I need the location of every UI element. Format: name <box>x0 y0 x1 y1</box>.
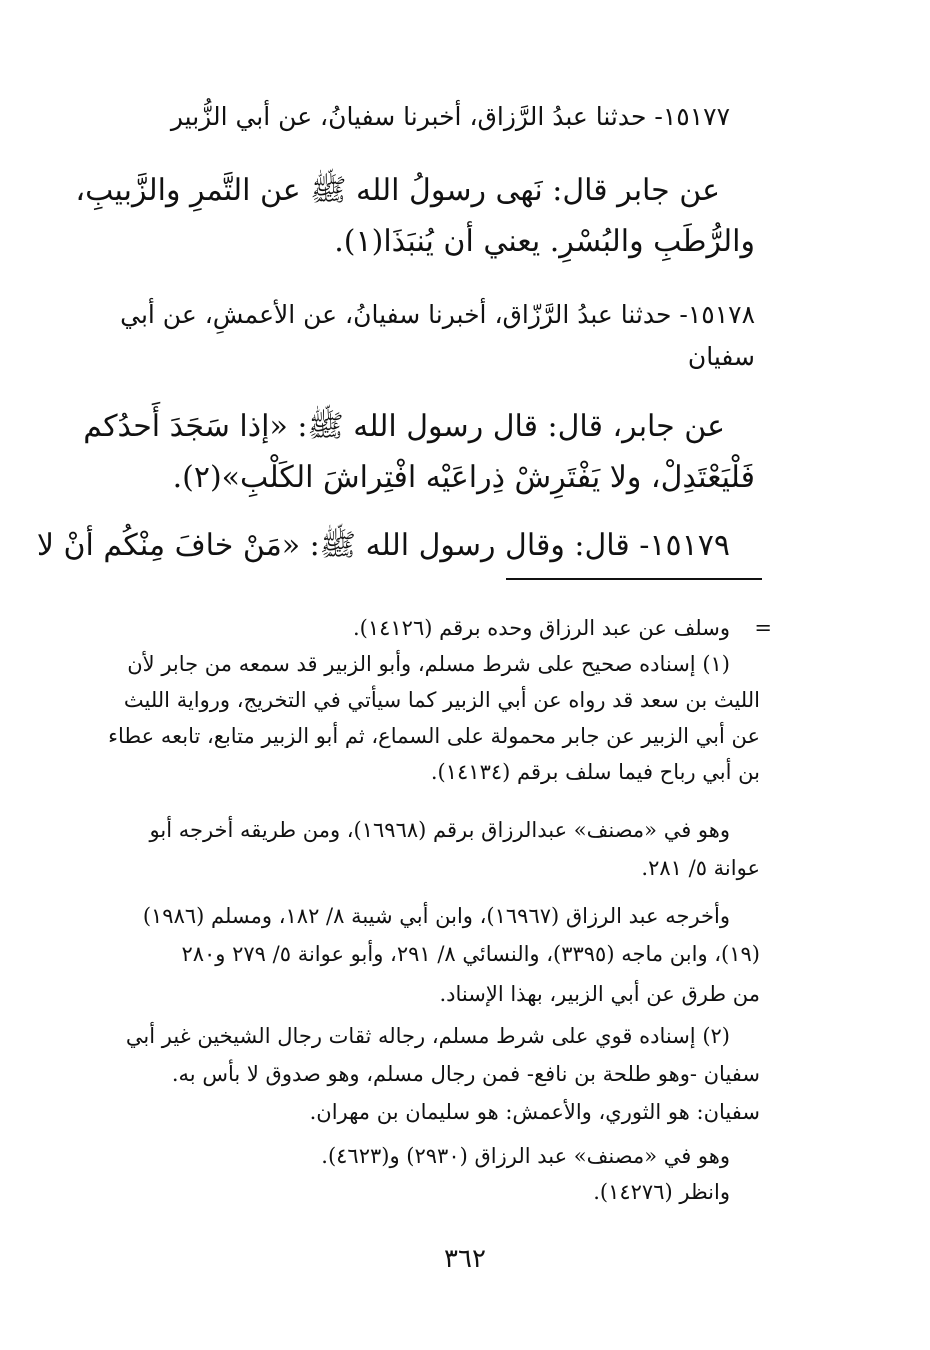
hadith-15177-matn-line-2: والرُّطَبِ والبُسْرِ. يعني أن يُنبَذَا(١). <box>334 224 755 259</box>
hadith-15177-isnad: ١٥١٧٧- حدثنا عبدُ الرَّزاق، أخبرنا سفيانُ، عن أبي الزُّبير <box>170 102 730 131</box>
footnote-1-line-4: بن أبي رباح فيما سلف برقم (١٤١٣٤). <box>430 760 760 784</box>
hadith-15178-isnad-line-2: سفيان <box>687 342 755 371</box>
footnote-1-line-3: عن أبي الزبير عن جابر محمولة على السماع، ثم أبو الزبير متابع، تابعه عطاء <box>108 724 760 748</box>
footnote-1-line-1: (١) إسناده صحيح على شرط مسلم، وأبو الزبير قد سمعه من جابر لأن <box>127 652 730 676</box>
hadith-15178-isnad-line-1: ١٥١٧٨- حدثنا عبدُ الرَّزّاق، أخبرنا سفيانُ، عن الأعمشِ، عن أبي <box>120 300 755 329</box>
footnote-1-line-8: (١٩)، وابن ماجه (٣٣٩٥)، والنسائي ٨/ ٢٩١، وأبو عوانة ٥/ ٢٧٩ و٢٨٠ <box>181 942 760 966</box>
footnote-1-line-5: وهو في «مصنف» عبدالرزاق برقم (١٦٩٦٨)، ومن طريقه أخرجه أبو <box>149 818 730 842</box>
hadith-15178-matn-line-2: فَلْيَعْتَدِلْ، ولا يَفْتَرِشْ ذِراعَيْه افْتِراشَ الكَلْبِ»(٢). <box>172 460 755 495</box>
hadith-15178-matn-line-1: عن جابر، قال: قال رسول الله ﷺ: «إذا سَجَدَ أَحدُكم <box>83 409 725 444</box>
footnote-2-line-3: سفيان: هو الثوري، والأعمش: هو سليمان بن مهران. <box>309 1100 760 1124</box>
continuation-mark: = <box>754 616 772 640</box>
footnote-1-line-6: عوانة ٥/ ٢٨١. <box>641 856 760 880</box>
page-number: ٣٦٢ <box>444 1244 486 1274</box>
footnote-1-line-2: الليث بن سعد قد رواه عن أبي الزبير كما سيأتي في التخريج، ورواية الليث <box>123 688 760 712</box>
footnote-continuation: وسلف عن عبد الرزاق وحده برقم (١٤١٢٦). <box>352 616 730 640</box>
footnote-2-line-2: سفيان -وهو طلحة بن نافع- فمن رجال مسلم، وهو صدوق لا بأس به. <box>171 1062 760 1086</box>
footnote-2-line-4: وهو في «مصنف» عبد الرزاق (٢٩٣٠) و(٤٦٢٣). <box>321 1144 730 1168</box>
footnote-2-line-5: وانظر (١٤٢٧٦). <box>593 1180 730 1204</box>
hadith-15177-matn-line-1: عن جابر قال: نَهى رسولُ الله ﷺ عن التَّمرِ والزَّبيبِ، <box>75 173 720 208</box>
footnote-1-line-7: وأخرجه عبد الرزاق (١٦٩٦٧)، وابن أبي شيبة ٨/ ١٨٢، ومسلم (١٩٨٦) <box>142 904 730 928</box>
footnote-2-line-1: (٢) إسناده قوي على شرط مسلم، رجاله ثقات رجال الشيخين غير أبي <box>125 1024 730 1048</box>
footnote-1-line-9: من طرق عن أبي الزبير، بهذا الإسناد. <box>439 982 760 1006</box>
hadith-15179-line-1: ١٥١٧٩- قال: وقال رسول الله ﷺ: «مَنْ خافَ مِنْكُم أنْ لا <box>36 528 730 563</box>
footnote-separator <box>506 578 762 580</box>
